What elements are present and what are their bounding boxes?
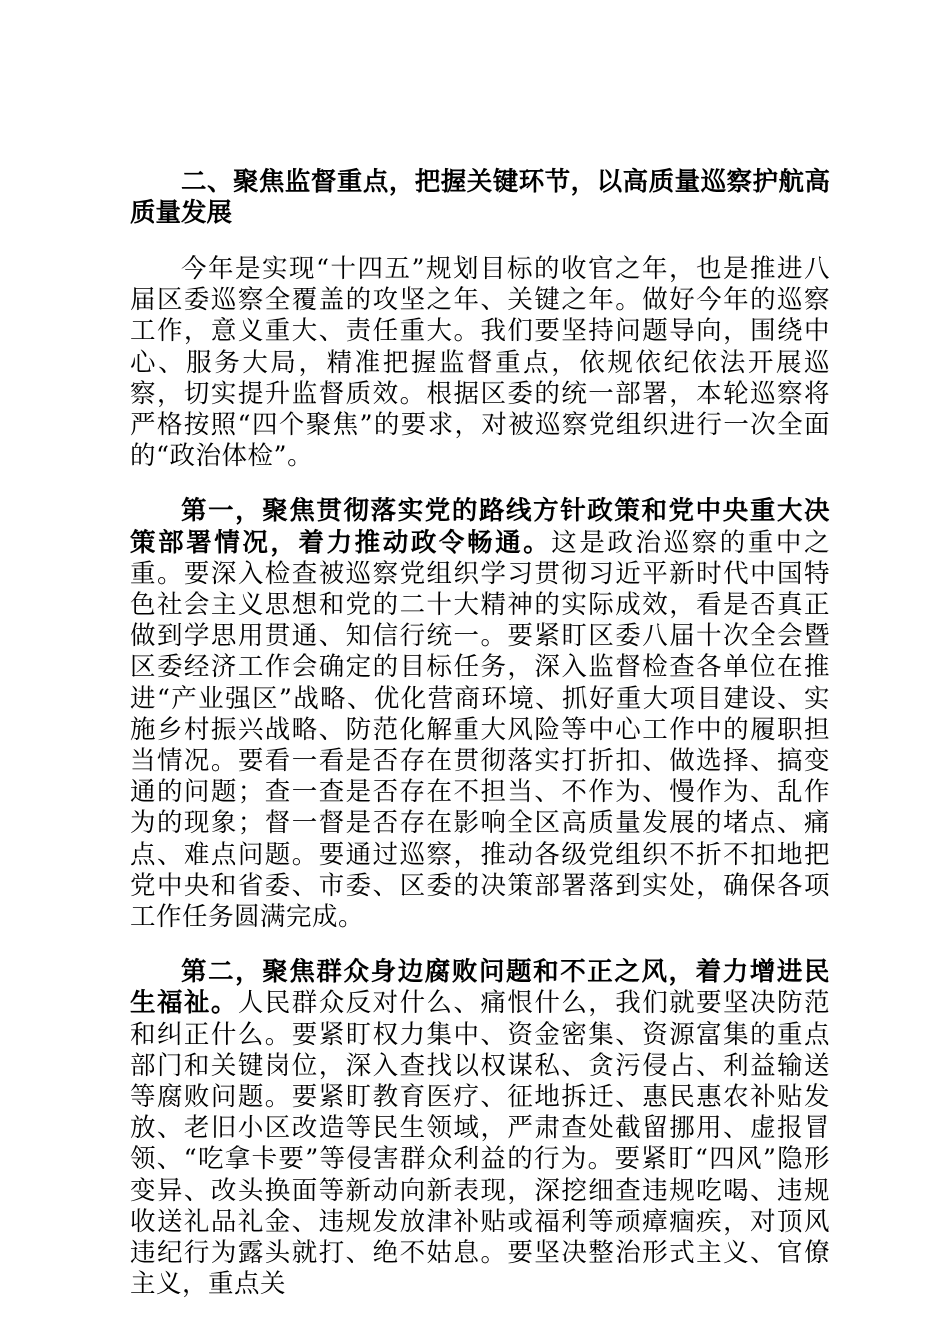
spacer <box>130 933 830 957</box>
point-one-lead: 第一，聚焦贯彻落实党的路线方针政策和党中央重大决策部署情况，着力推动政令畅通。 <box>130 496 830 558</box>
document-body <box>130 167 830 1301</box>
spacer <box>130 229 830 254</box>
point-two-paragraph <box>130 957 830 1300</box>
point-two-body: 人民群众反对什么、痛恨什么，我们就要坚决防范和纠正什么。要紧盯权力集中、资金密集、资源富集的重点部门和关键岗位，深入查找以权谋私、贪污侵占、利益输送等腐败问题。要紧盯教育医疗、征地拆迁、惠民惠农补贴发放、老旧小区改造等民生领域，严肃查处截留挪用、虚报冒领、“吃拿卡要”等侵害群众利益的行为。要紧盯“四风”隐形变异、改头换面等新动向新表现，深挖细查违规吃喝、违规收送礼品礼金、违规发放津补贴或福利等顽瘴痼疾，对顶风违纪行为露头就打、绝不姑息。要坚决整治形式主义、官僚主义，重点关 <box>130 988 830 1300</box>
section-heading: 二、聚焦监督重点，把握关键环节，以高质量巡察护航高质量发展 <box>130 167 830 228</box>
intro-paragraph: 今年是实现“十四五”规划目标的收官之年，也是推进八届区委巡察全覆盖的攻坚之年、关键之年。做好今年的巡察工作，意义重大、责任重大。我们要坚持问题导向，围绕中心、服务大局，精准把握监督重点，依规依纪依法开展巡察，切实提升监督质效。根据区委的统一部署，本轮巡察将严格按照“四个聚焦”的要求，对被巡察党组织进行一次全面的“政治体检”。 <box>130 254 830 472</box>
point-one-body: 这是政治巡察的重中之重。要深入检查被巡察党组织学习贯彻习近平新时代中国特色社会主义思想和党的二十大精神的实际成效，看是否真正做到学思用贯通、知信行统一。要紧盯区委八届十次全会暨区委经济工作会确定的目标任务，深入监督检查各单位在推进“产业强区”战略、优化营商环境、抓好重大项目建设、实施乡村振兴战略、防范化解重大风险等中心工作中的履职担当情况。要看一看是否存在贯彻落实打折扣、做选择、搞变通的问题；查一查是否存在不担当、不作为、慢作为、乱作为的现象；督一督是否存在影响全区高质量发展的堵点、痛点、难点问题。要通过巡察，推动各级党组织不折不扣地把党中央和省委、市委、区委的决策部署落到实处，确保各项工作任务圆满完成。 <box>130 527 830 933</box>
spacer <box>130 472 830 496</box>
point-one-paragraph <box>130 496 830 933</box>
point-two-lead: 第二，聚焦群众身边腐败问题和不正之风，着力增进民生福祉。 <box>130 957 830 1019</box>
